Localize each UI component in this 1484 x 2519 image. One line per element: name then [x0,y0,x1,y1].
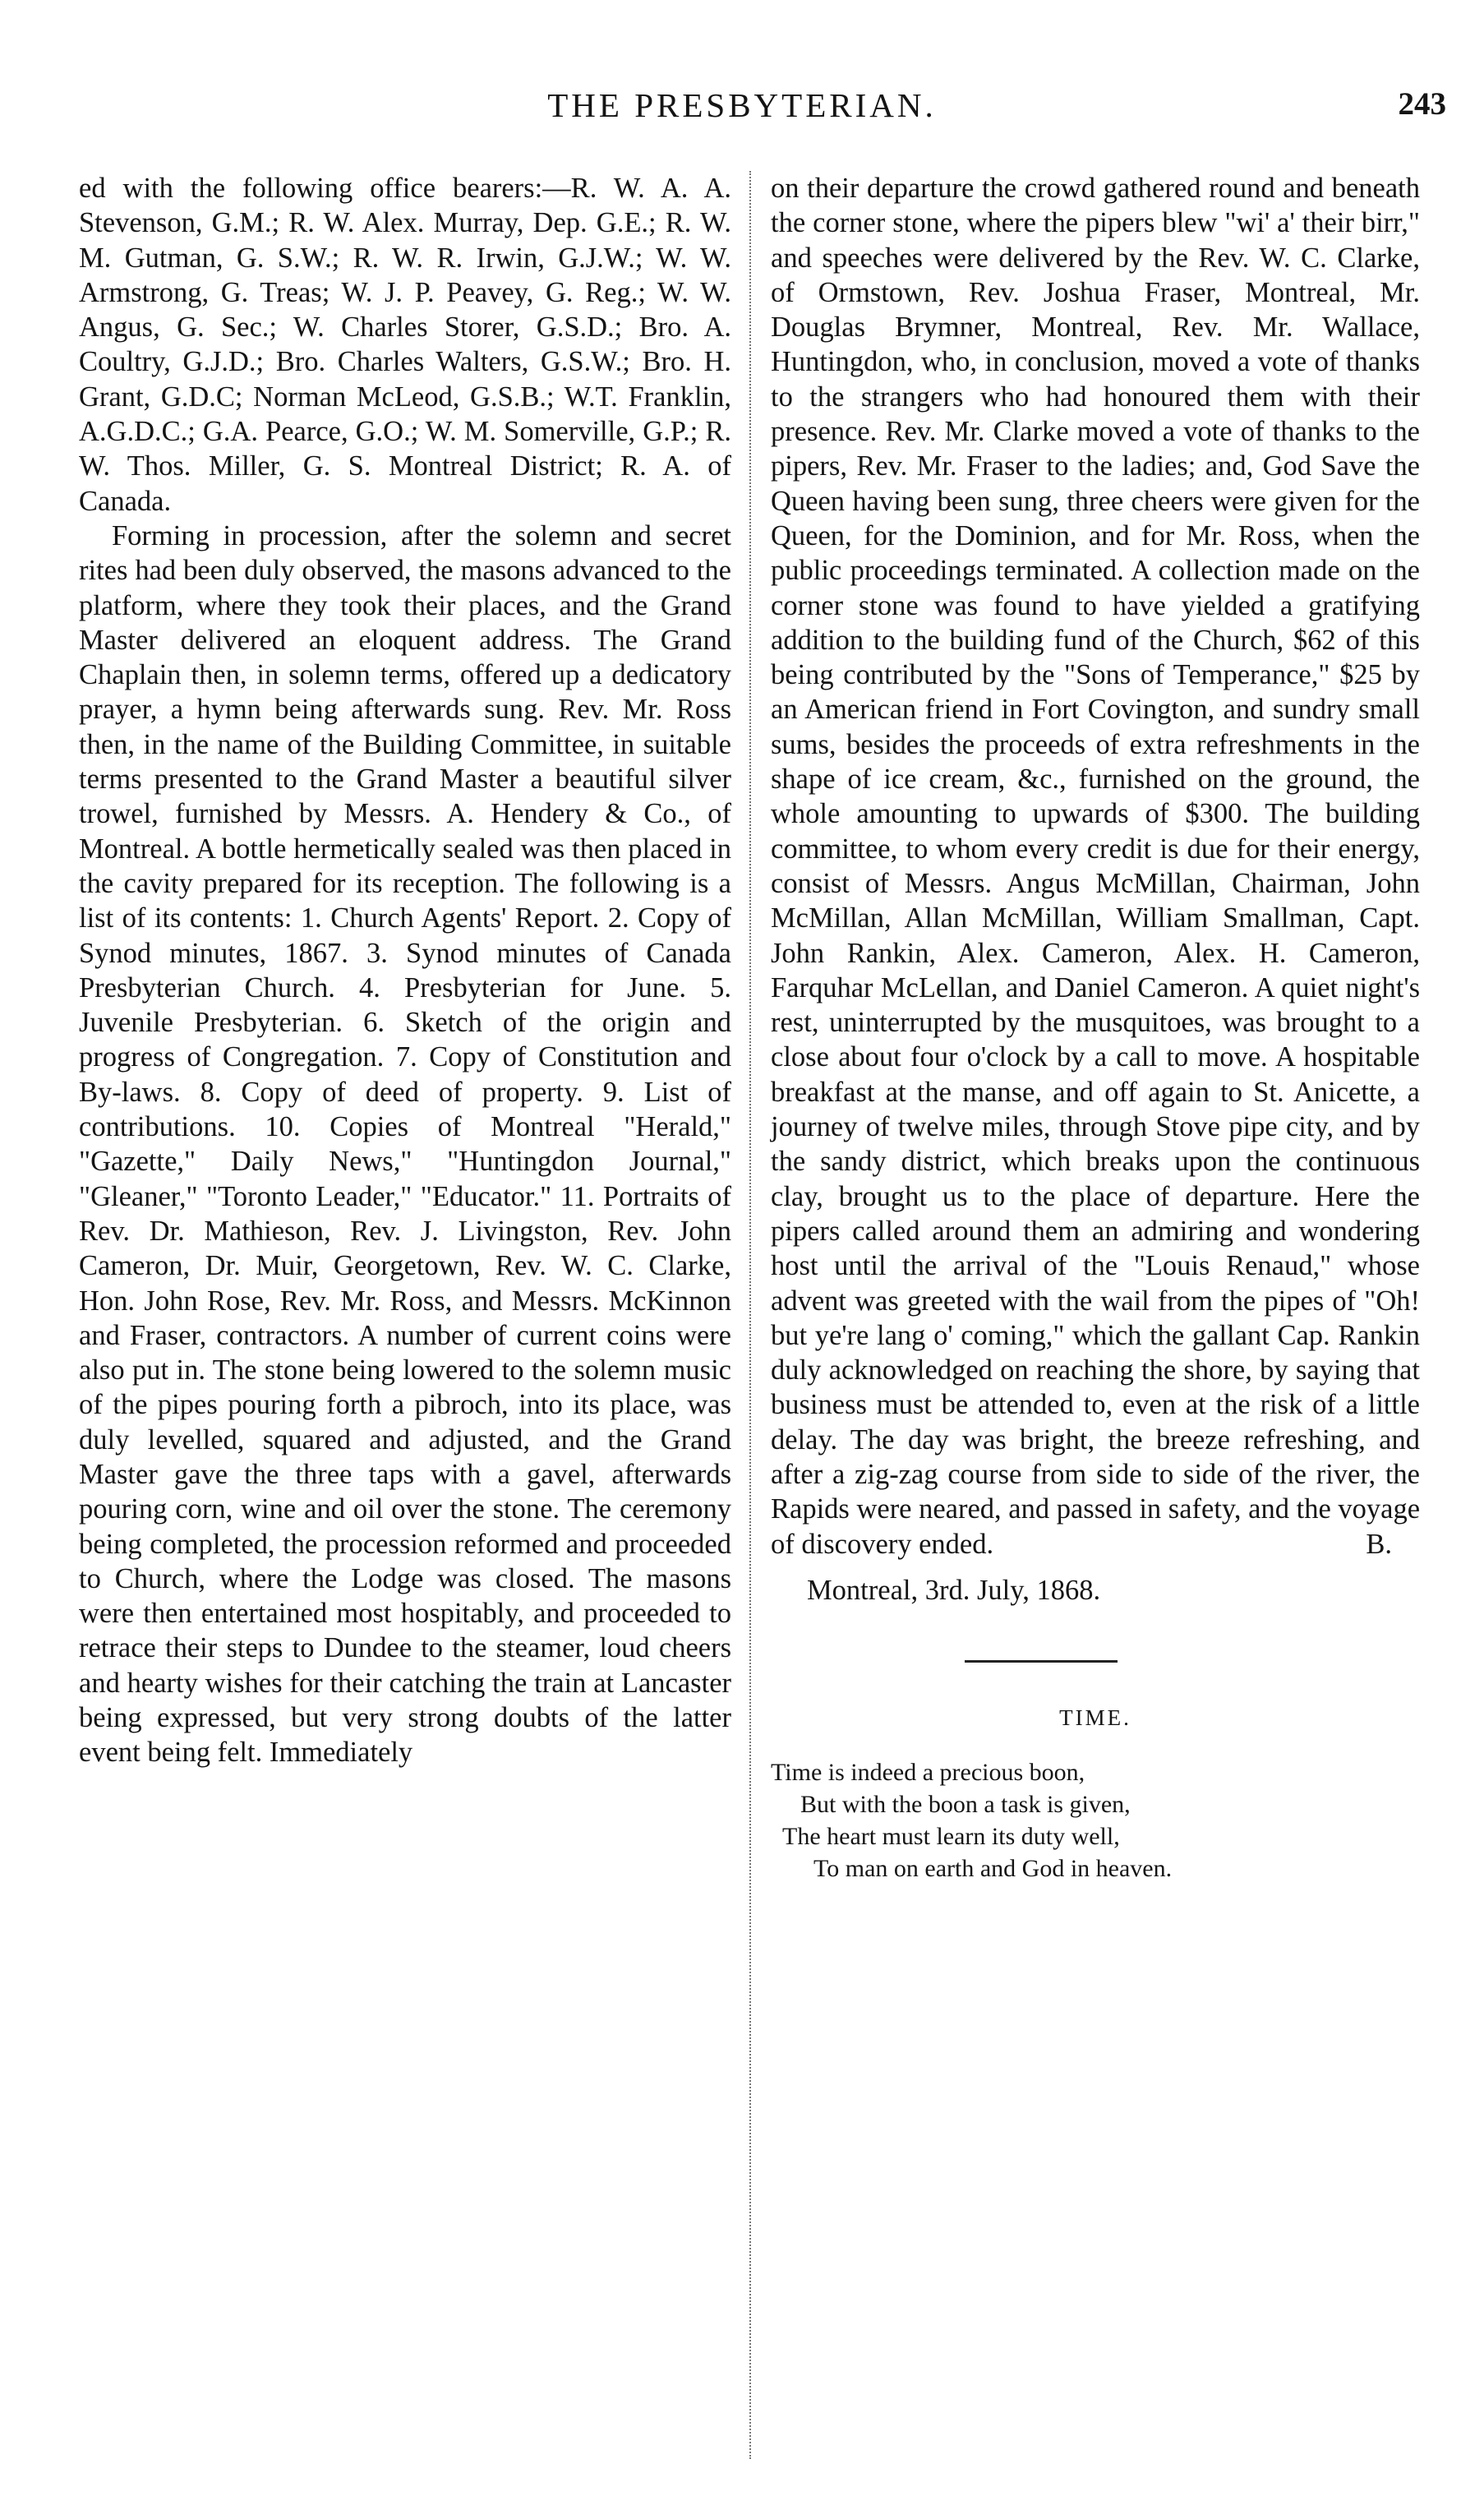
poem-line: The heart must learn its duty well, [782,1823,1120,1851]
right-column [771,171,1420,1885]
left-column [79,171,731,1770]
section-divider [965,1660,1118,1663]
signature: B. [1366,1528,1392,1560]
departure-paragraph [771,171,1420,1562]
dateline: Montreal, 3rd. July, 1868. [807,1574,1101,1606]
departure-text: on their departure the crowd gathered round and beneath the corner stone, where the pipers blew "wi' a' their birr," and speeches were delivered by the Rev. W. C. Clarke, of Ormstown, Rev. Joshua Fraser, Montreal, Mr. Douglas Brymner, Montreal, Rev. Mr. Wallace, Huntingdon, who, in conclusion, moved a vote of thanks to the strangers who had honoured them with their presence. Rev. Mr. Clarke moved a vote of thanks to the pipers, Rev. Mr. Fraser to the ladies; and, God Save the Queen having been sung, three cheers were given for the Queen, for the Dominion, and for Mr. Ross, when the public proceedings terminated. A collection made on the corner stone was found to have yielded a gratifying addition to the building fund of the Church, $62 of this being contributed by the "Sons of Temperance," $25 by an American friend in Fort Covington, and sundry small sums, besides the proceeds of extra refreshments in the shape of ice cream, &c., furnished on the ground, the whole amounting to upwards of $300. The building committee, to whom every credit is due for their energy, consist of Messrs. Angus McMillan, Chairman, John McMillan, Allan McMillan, William Smallman, Capt. John Rankin, Alex. Cameron, Alex. H. Cameron, Farquhar McLellan, and Daniel Cameron. A quiet night's rest, uninterrupted by the musquitoes, was brought to a close about four o'clock by a call to move. A hospitable breakfast at the manse, and off again to St. Anicette, a journey of twelve miles, through Stove pipe city, and by the sandy district, which breaks upon the continuous clay, brought us to the place of departure. Here the pipers called around them an admiring and wondering host until the arrival of the "Louis Renaud," whose advent was greeted with the wail from the pipes of "Oh! but ye're lang o' coming," which the gallant Cap. Rankin duly acknowledged on reaching the shore, by saying that business must be attended to, even at the risk of a little delay. The day was bright, the breeze refreshing, and after a zig-zag course from side to side of the river, the Rapids were neared, and passed in safety, and the voyage of discovery ended. [771,173,1421,1560]
poem-title: TIME. [1059,1705,1131,1731]
poem-line: To man on earth and God in heaven. [813,1855,1173,1883]
poem [771,1756,1420,1885]
poem-line: But with the boon a task is given, [800,1791,1131,1819]
poem-line: Time is indeed a precious boon, [771,1759,1085,1787]
ceremony-paragraph: Forming in procession, after the solemn and secret rites had been duly observed, the masons advanced to the platform, where they took their places, and the Grand Master delivered an eloquent address. The Grand Chaplain then, in solemn terms, offered up a dedicatory prayer, a hymn being afterwards sung. Rev. Mr. Ross then, in the name of the Building Committee, in suitable terms presented to the Grand Master a beautiful silver trowel, furnished by Messrs. A. Hendery & Co., of Montreal. A bottle hermetically sealed was then placed in the cavity prepared for its reception. The following is a list of its contents: 1. Church Agents' Report. 2. Copy of Synod minutes, 1867. 3. Synod minutes of Canada Presbyterian Church. 4. Presbyterian for June. 5. Juvenile Presbyterian. 6. Sketch of the origin and progress of Congregation. 7. Copy of Constitution and By-laws. 8. Copy of deed of property. 9. List of contributions. 10. Copies of Montreal "Herald," "Gazette," Daily News," "Huntingdon Journal," "Gleaner," "Toronto Leader," "Educator." 11. Portraits of Rev. Dr. Mathieson, Rev. J. Livingston, Rev. John Cameron, Dr. Muir, Georgetown, Rev. W. C. Clarke, Hon. John Rose, Rev. Mr. Ross, and Messrs. McKinnon and Fraser, contractors. A number of current coins were also put in. The stone being lowered to the solemn music of the pipes pouring forth a pibroch, into its place, was duly levelled, squared and adjusted, and the Grand Master gave the three taps with a gavel, afterwards pouring corn, wine and oil over the stone. The ceremony being completed, the procession reformed and proceeded to Church, where the Lodge was closed. The masons were then entertained most hospitably, and proceeded to retrace their steps to Dundee to the steamer, loud cheers and hearty wishes for their catching the train at Lancaster being expressed, but very strong doubts of the latter event being felt. Immediately [79,519,731,1769]
journal-title: THE PRESBYTERIAN. [547,86,937,124]
column-divider [749,171,751,2459]
running-head [0,85,1484,131]
page-number: 243 [1398,86,1446,122]
office-bearers-paragraph: ed with the following office bearers:—R. W. A. A. Stevenson, G.M.; R. W. Alex. Murray, Dep. G.E.; R. W. M. Gutman, G. S.W.; R. W. R. Irwin, G.J.W.; W. W. Armstrong, G. Treas; W. J. P. Peavey, G. Reg.; W. W. Angus, G. Sec.; W. Charles Storer, G.S.D.; Bro. A. Coultry, G.J.D.; Bro. Charles Walters, G.S.W.; Bro. H. Grant, G.D.C; Norman McLeod, G.S.B.; W.T. Franklin, A.G.D.C.; G.A. Pearce, G.O.; W. M. Somerville, G.P.; R. W. Thos. Miller, G. S. Montreal District; R. A. of Canada. [79,173,731,517]
